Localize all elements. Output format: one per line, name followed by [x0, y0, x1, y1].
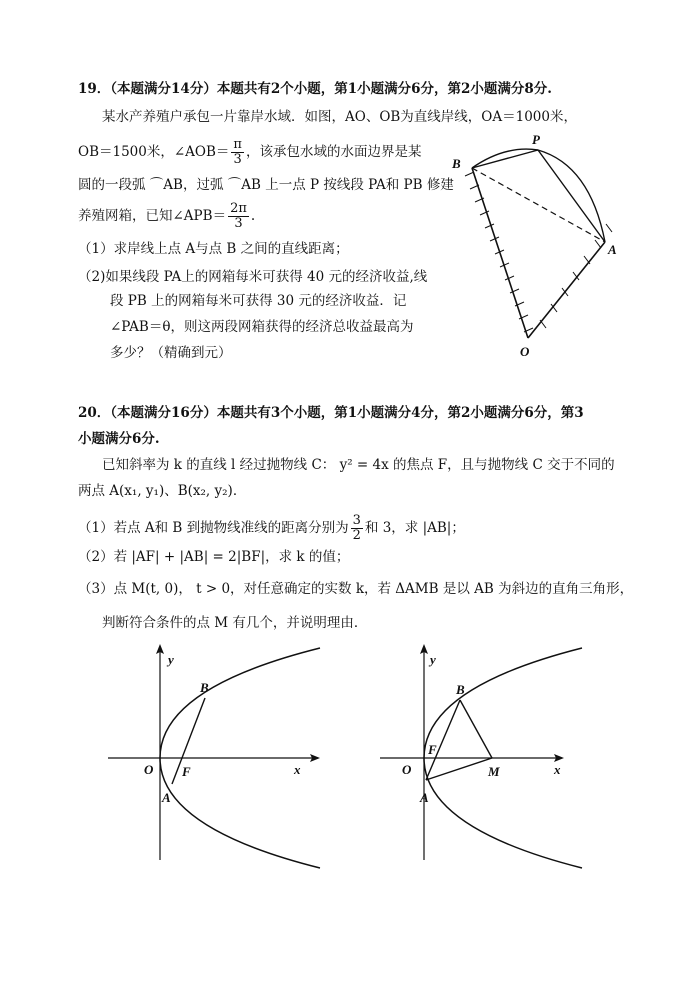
q19-part1: （1）求岸线上点 A与点 B 之间的直线距离； [78, 241, 349, 257]
q20-heading-l2: 小题满分6分. [78, 431, 160, 447]
label-A: A [420, 790, 429, 805]
label-O: O [520, 344, 530, 359]
label-x: x [554, 762, 561, 777]
q20-line1: 已知斜率为 k 的直线 l 经过抛物线 C： y² = 4x 的焦点 F，且与抛物线 C 交于不同的 [102, 457, 615, 473]
label-F: F [428, 742, 437, 757]
label-O: O [144, 762, 154, 777]
label-y: y [430, 652, 436, 667]
label-P: P [532, 132, 540, 147]
q20-part3-l2: 判断符合条件的点 M 有几个，并说明理由． [102, 615, 368, 631]
label-A: A [608, 242, 617, 257]
segment-BM [460, 700, 492, 758]
q20-heading-l1: 20．（本题满分16分）本题共有3个小题，第1小题满分4分，第2小题满分6分，第3 [78, 405, 584, 421]
q19-line2 [78, 138, 421, 167]
q20-part2: （2）若 |AF| + |AB| = 2|BF|，求 k 的值； [78, 549, 350, 565]
q20-part3: （3）点 M(t, 0)， t > 0，对任意确定的实数 k，若 ΔAMB 是以 AB 为斜边的直角三角形， [78, 581, 634, 597]
q20-figure-1 [100, 640, 330, 870]
label-B: B [452, 156, 461, 171]
segment-AM [426, 758, 492, 780]
q19-line4a: 养殖网箱，已知∠APB＝ [78, 208, 227, 224]
q20-frac-3-2: $\frac{3}{2}$ [352, 513, 361, 543]
label-B: B [456, 682, 465, 697]
shore-OB [472, 168, 528, 338]
q20-figure-2 [372, 640, 602, 870]
q19-frac-2pi-3: $\frac{2\pi}{3}$ [230, 201, 247, 231]
q19-line1: 某水产养殖户承包一片靠岸水域．如图，AO、OB为直线岸线，OA＝1000米， [102, 109, 577, 125]
label-B: B [200, 680, 209, 695]
label-y: y [168, 652, 174, 667]
shore-OA [528, 242, 605, 338]
q19-heading: 19．（本题满分14分）本题共有2个小题，第1小题满分6分，第2小题满分8分. [78, 81, 552, 97]
q19-part2-l4: 多少？（精确到元） [110, 345, 232, 361]
q19-part2-l1: （2)如果线段 PA上的网箱每米可获得 40 元的经济收益,线 [78, 269, 428, 285]
q19-part2-l2: 段 PB 上的网箱每米可获得 30 元的经济收益．记 [110, 293, 407, 309]
q19-line2a: OB＝1500米，∠AOB＝ [78, 144, 230, 160]
segment-PA [538, 150, 605, 242]
q19-part2-l3: ∠PAB＝θ，则这两段网箱获得的经济总收益最高为 [110, 319, 414, 335]
label-A: A [162, 790, 171, 805]
q19-frac-pi-3: $\frac{\pi}{3}$ [233, 137, 242, 167]
label-O: O [402, 762, 412, 777]
q20-line2: 两点 A(x₁, y₁)、B(x₂, y₂)． [78, 483, 247, 499]
label-F: F [182, 764, 191, 779]
label-M: M [488, 764, 500, 779]
q20-part1: （1）若点 A和 B 到抛物线准线的距离分别为 $\frac{3}{2}$ 和 3，求 |AB|； [78, 513, 465, 543]
q19-line3: 圆的一段弧 ⌒AB，过弧 ⌒AB 上一点 P 按线段 PA和 PB 修建 [78, 177, 454, 193]
q19-line2b: ，该承包水域的水面边界是某 [245, 144, 422, 160]
q19-figure [440, 130, 630, 360]
label-x: x [294, 762, 301, 777]
q19-line4: 养殖网箱，已知∠APB＝ $\frac{2\pi}{3}$ . [78, 201, 256, 231]
